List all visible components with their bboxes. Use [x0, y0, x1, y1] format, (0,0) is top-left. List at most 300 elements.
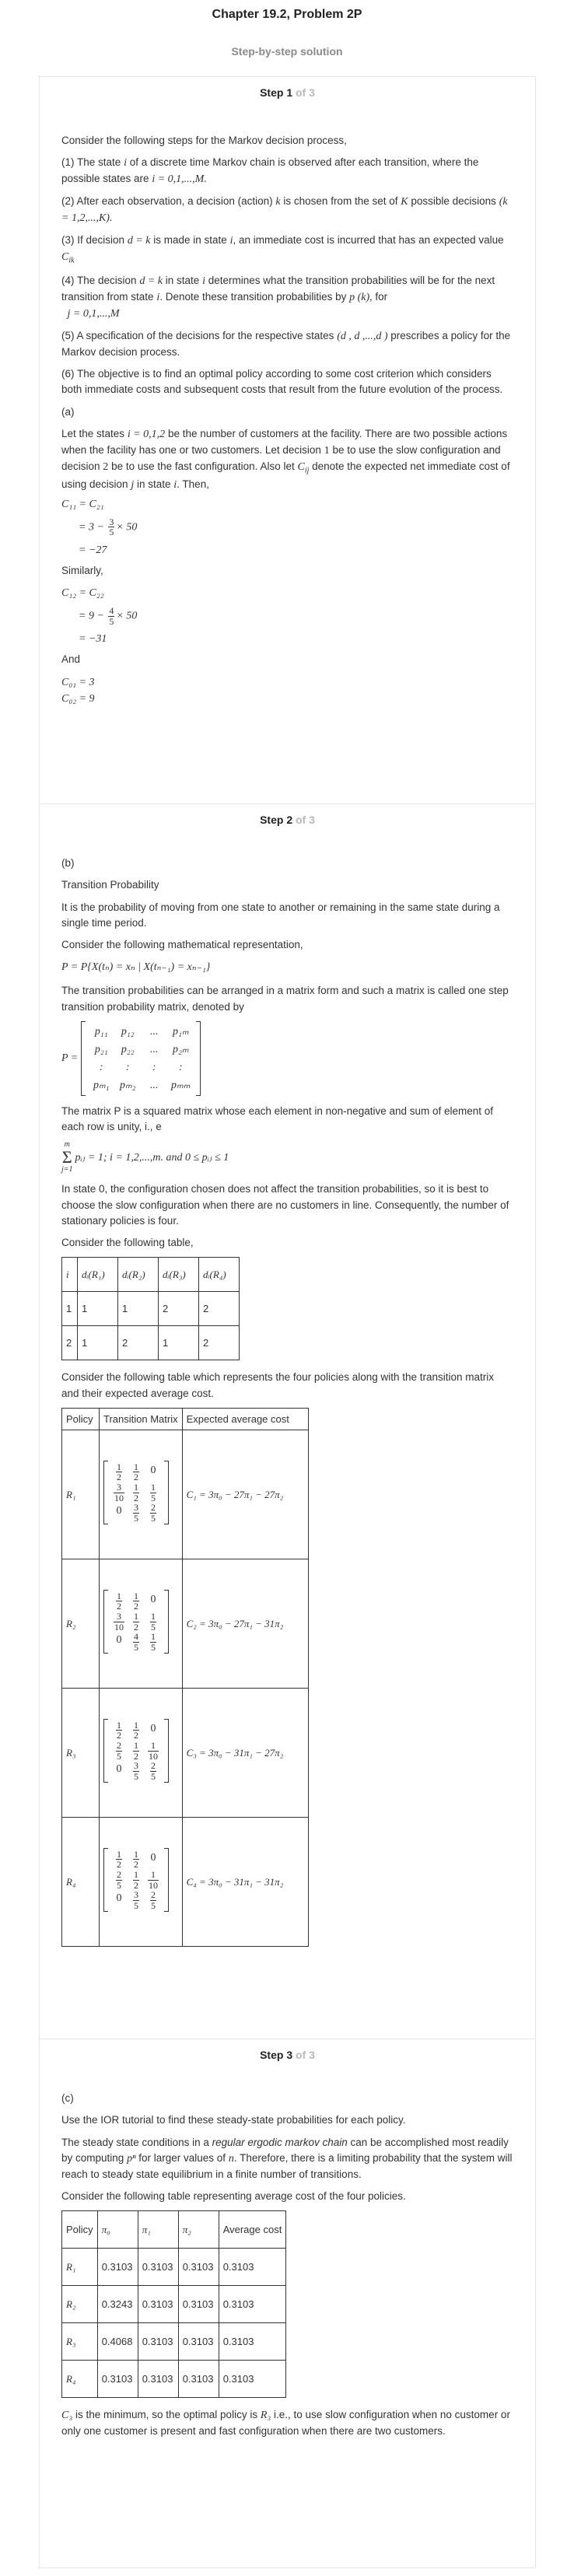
fraction	[133, 1482, 139, 1503]
numerator: 1	[151, 1481, 156, 1493]
fraction	[133, 1741, 139, 1761]
matrix-cell	[145, 1632, 162, 1652]
table-row	[62, 1292, 240, 1326]
numerator: 3	[114, 1482, 124, 1493]
denominator: 5	[151, 1621, 156, 1633]
matrix-entry: :	[99, 1061, 103, 1073]
table-cell: 1	[62, 1292, 78, 1326]
table-header-row	[62, 1408, 309, 1430]
matrix-cell	[110, 1591, 128, 1612]
matrix-row	[88, 1077, 194, 1094]
column-header: Policy	[62, 2211, 98, 2249]
column-header: dᵢ(R₄)	[199, 1258, 240, 1292]
matrix-entry: p₂₂	[121, 1043, 135, 1055]
matrix-cell	[128, 1741, 145, 1761]
matrix-cell	[145, 1890, 162, 1910]
matrix-cell	[110, 1632, 128, 1652]
matrix-row	[110, 1482, 162, 1503]
matrix-cell	[128, 1720, 145, 1741]
column-header: dᵢ(R₂)	[118, 1258, 159, 1292]
matrix-cell	[167, 1059, 194, 1076]
transition-matrix	[103, 1719, 169, 1783]
denominator: 5	[134, 1512, 138, 1524]
matrix-cell	[167, 1041, 194, 1058]
numerator: 4	[134, 1631, 138, 1643]
matrix-cell	[141, 1077, 167, 1094]
fraction	[116, 1870, 122, 1890]
table-cell: 1	[78, 1326, 118, 1360]
numerator: 1	[134, 1461, 138, 1472]
denominator: 5	[151, 1899, 156, 1911]
table-cell: 0.3103	[138, 2286, 178, 2323]
matrix-entry: ...	[150, 1043, 159, 1055]
matrix-value: 0	[116, 1505, 122, 1517]
numerator: 1	[134, 1848, 138, 1860]
step-3-title: Step 3 of 3	[260, 2049, 315, 2061]
matrix-cell	[167, 1024, 194, 1040]
matrix-row	[88, 1059, 194, 1076]
column-header: π₁	[138, 2211, 178, 2249]
eq-c11-calc: = 3 − $\frac{3}{5}$ × 50	[79, 516, 138, 538]
matrix-rows	[108, 1461, 164, 1525]
step-2-card	[39, 803, 536, 2039]
transition-matrix	[103, 1590, 169, 1654]
matrix-cell	[100, 1689, 183, 1818]
matrix-cell	[100, 1559, 183, 1689]
matrix-cell	[88, 1041, 114, 1058]
step1-item-5: (5) A specification of the decisions for the respective states (d , d ,...,d ) prescribes a policy for the Markov decision process.	[61, 329, 511, 358]
matrix-cell	[128, 1890, 145, 1910]
matrix-cell	[145, 1612, 162, 1632]
matrix-cell	[100, 1818, 183, 1947]
table-cell: 1	[159, 1326, 199, 1360]
numerator: 2	[151, 1502, 156, 1514]
matrix-rows	[86, 1021, 196, 1096]
matrix-cell	[110, 1741, 128, 1761]
fraction	[133, 1591, 139, 1612]
fraction	[133, 1890, 139, 1910]
page-header	[0, 0, 574, 59]
matrix-entry: :	[125, 1061, 130, 1073]
cost-cell: C₂ = 3π₀ − 27π₁ − 31π₂	[182, 1559, 308, 1689]
step1-item-2: (2) After each observation, a decision (action) k is chosen from the set of K possible decisions (k = 1,2,...,K).	[61, 195, 508, 225]
eq-c02: C₀₂ = 9	[61, 692, 95, 705]
denominator: 10	[114, 1621, 124, 1633]
table-cell: R₄	[62, 2361, 98, 2398]
table-row	[62, 2249, 286, 2286]
fraction	[114, 1612, 124, 1632]
matrix-row	[110, 1720, 162, 1741]
matrix-entry: pₘ₁	[93, 1079, 110, 1091]
conclusion-text: C₃ is the minimum, so the optimal policy is R₃ i.e., to use slow configuration when no customer or only one customer is present and fast configuration when there are two customers.	[61, 2409, 510, 2438]
table-header-row	[62, 2211, 286, 2249]
matrix-cell	[110, 1870, 128, 1890]
fraction	[150, 1890, 156, 1910]
denominator: 10	[114, 1492, 124, 1503]
decision-table	[61, 1257, 240, 1360]
eq-c12-result: = −31	[79, 633, 107, 646]
column-header: dᵢ(R₃)	[159, 1258, 199, 1292]
table-cell: 2	[199, 1292, 240, 1326]
cost-cell: C₁ = 3π₀ − 27π₁ − 27π₂	[182, 1430, 308, 1559]
matrix-value: 0	[150, 1464, 156, 1476]
and-label: And	[61, 653, 81, 666]
fraction	[148, 1741, 159, 1761]
numerator: 2	[151, 1760, 156, 1772]
matrix-value: 0	[150, 1722, 156, 1734]
matrix-entry: ...	[150, 1079, 159, 1091]
table-cell: 0.3243	[97, 2286, 138, 2323]
column-header: Expected average cost	[182, 1408, 308, 1430]
matrix-value: 0	[150, 1851, 156, 1864]
matrix-cell	[114, 1024, 141, 1040]
matrix-entry: p₁₂	[121, 1025, 135, 1038]
fraction	[150, 1632, 156, 1652]
eq-c12-calc: = 9 − $\frac{4}{5}$ × 50	[79, 605, 138, 627]
table-cell: R₁	[62, 2249, 98, 2286]
matrix-row	[110, 1503, 162, 1523]
part-a-text: Let the states i = 0,1,2 be the number of customers at the facility. There are two possible actions when the facility has one or two customers. Let decision 1 be to use the slow configuration and decision 2 be to use the fast configuration. Also let $C_{ij}$ denote the expected net immediate cost of using decision j in state i. Then,	[61, 427, 510, 491]
denominator: 2	[134, 1730, 138, 1741]
matrix-cell	[88, 1024, 114, 1040]
matrix-cell	[145, 1591, 162, 1612]
matrix-cell	[128, 1591, 145, 1612]
matrix-entry: pₘ₂	[119, 1079, 136, 1091]
matrix-row	[110, 1632, 162, 1652]
matrix-cell	[141, 1024, 167, 1040]
matrix-cell	[145, 1741, 162, 1761]
denominator: 5	[134, 1641, 138, 1653]
right-bracket	[164, 1461, 169, 1525]
table-cell: 0.3103	[219, 2249, 286, 2286]
denominator: 5	[151, 1770, 156, 1782]
fraction	[133, 1850, 139, 1870]
tp-definition: It is the probability of moving from one state to another or remaining in the same state during a single time period.	[61, 901, 500, 929]
column-header: π₀	[97, 2211, 138, 2249]
table-cell: 0.3103	[97, 2249, 138, 2286]
matrix-cell	[145, 1462, 162, 1482]
column-header: π₂	[178, 2211, 219, 2249]
table-cell: 1	[78, 1292, 118, 1326]
matrix-entry: p₂ₘ	[172, 1043, 189, 1055]
rep-intro: Consider the following mathematical representation,	[61, 939, 303, 950]
denominator: 10	[149, 1879, 158, 1891]
numerator: 2	[117, 1739, 121, 1751]
numerator: 1	[134, 1719, 138, 1731]
denominator: 2	[117, 1472, 121, 1483]
column-header: i	[62, 1258, 78, 1292]
part-a-label: (a)	[61, 405, 75, 418]
matrix-entry: :	[152, 1061, 156, 1073]
matrix-row	[88, 1041, 194, 1058]
fraction	[133, 1612, 139, 1632]
table-cell: 0.3103	[178, 2323, 219, 2361]
numerator: 1	[151, 1631, 156, 1643]
matrix-rows	[108, 1719, 164, 1783]
denominator: 2	[117, 1859, 121, 1871]
step1-intro: Consider the following steps for the Markov decision process,	[61, 135, 347, 146]
matrix-entry: :	[178, 1061, 183, 1073]
right-bracket	[164, 1848, 169, 1913]
table-cell: 0.3103	[178, 2286, 219, 2323]
eq-c11-result: = −27	[79, 544, 107, 556]
state-zero-text: In state 0, the configuration chosen does not affect the transition probabilities, so it is best to choose the slow configuration when there are no customers in line. Consequently, the number of stationary policies is four.	[61, 1183, 509, 1227]
matrix-value: 0	[116, 1763, 122, 1776]
page-subtitle: Step-by-step solution	[231, 45, 343, 58]
tp-heading: Transition Probability	[61, 879, 159, 891]
column-header: Policy	[62, 1408, 100, 1430]
fraction	[116, 1591, 122, 1612]
fraction	[116, 1741, 122, 1761]
numerator: 3	[134, 1760, 138, 1772]
column-header: Average cost	[219, 2211, 286, 2249]
decision-table-intro: Consider the following table,	[61, 1237, 194, 1248]
matrix-cell	[128, 1870, 145, 1890]
fraction	[133, 1870, 139, 1890]
matrix-cell	[128, 1850, 145, 1870]
policy-cell: R₃	[62, 1689, 100, 1818]
denominator: 10	[149, 1750, 158, 1762]
matrix-cell	[110, 1612, 128, 1632]
step-2-title: Step 2 of 3	[260, 814, 315, 826]
matrix-cell	[88, 1059, 114, 1076]
eq-c11: C₁₁ = C₂₁	[61, 498, 104, 510]
denominator: 2	[134, 1859, 138, 1871]
denominator: 2	[117, 1601, 121, 1612]
matrix-entry: pₘₘ	[171, 1079, 191, 1091]
matrix-description: The matrix P is a squared matrix whose each element in non-negative and sum of element of each row is unity, i., e	[61, 1104, 494, 1132]
step1-item-3: (3) If decision d = k is made in state i, an immediate cost is incurred that has an expected value $C_{ik}$	[61, 234, 504, 265]
table-cell: 0.3103	[138, 2323, 178, 2361]
table-cell: 0.3103	[138, 2361, 178, 2398]
matrix-cell	[128, 1632, 145, 1652]
fraction	[133, 1632, 139, 1652]
matrix-cell	[88, 1077, 114, 1094]
matrix-value: 0	[150, 1593, 156, 1605]
policy-cell: R₂	[62, 1559, 100, 1689]
column-header: dᵢ(R₁)	[78, 1258, 118, 1292]
matrix-value: 0	[116, 1892, 122, 1905]
matrix-cell	[145, 1482, 162, 1503]
matrix-intro: The transition probabilities can be arranged in a matrix form and such a matrix is called one step transition probability matrix, denoted by	[61, 985, 509, 1013]
numerator: 2	[151, 1889, 156, 1901]
fraction	[116, 1462, 122, 1482]
table-cell: 2	[199, 1326, 240, 1360]
denominator: 5	[117, 1879, 121, 1891]
matrix-cell	[110, 1503, 128, 1523]
table-cell: 0.3103	[219, 2286, 286, 2323]
part-c-label: (c)	[61, 2092, 74, 2104]
table-cell: 0.3103	[178, 2361, 219, 2398]
page-title: Chapter 19.2, Problem 2P	[212, 8, 362, 21]
table-cell: 1	[118, 1292, 159, 1326]
fraction	[114, 1482, 124, 1503]
similarly-label: Similarly,	[61, 564, 103, 576]
numerator: 1	[117, 1461, 121, 1472]
numerator: 1	[117, 1590, 121, 1601]
table-cell: 2	[62, 1326, 78, 1360]
step-1-card	[39, 76, 536, 803]
fraction	[133, 1761, 139, 1781]
matrix-row	[110, 1741, 162, 1761]
table-cell: R₂	[62, 2286, 98, 2323]
numerator: 1	[148, 1741, 159, 1752]
matrix-cell	[128, 1462, 145, 1482]
fraction	[133, 1462, 139, 1482]
matrix-row	[110, 1462, 162, 1482]
p-matrix-body	[81, 1021, 201, 1096]
matrix-cell	[141, 1059, 167, 1076]
fraction	[133, 1503, 139, 1523]
table-cell: 2	[159, 1292, 199, 1326]
matrix-entry: p₁₁	[94, 1025, 108, 1038]
numerator: 3	[134, 1889, 138, 1901]
matrix-cell	[145, 1761, 162, 1781]
steady-state-text: The steady state conditions in a regular ergodic markov chain can be accomplished most readily by computing pⁿ for larger values of n. Therefore, there is a limiting probability that the system will reach to steady state equilibrium in a finite number of transitions.	[61, 2136, 513, 2180]
numerator: 3	[114, 1612, 124, 1622]
transition-matrix	[103, 1461, 169, 1525]
matrix-row	[110, 1850, 162, 1870]
matrix-cell	[110, 1462, 128, 1482]
matrix-cell	[141, 1041, 167, 1058]
cost-cell: C₄ = 3π₀ − 31π₁ − 31π₂	[182, 1818, 308, 1947]
table-row	[62, 1818, 309, 1947]
table-cell: 0.3103	[97, 2361, 138, 2398]
numerator: 1	[117, 1719, 121, 1731]
denominator: 5	[117, 1750, 121, 1762]
step1-item-1: (1) The state i of a discrete time Markov chain is observed after each transition, where the possible states are i = 0,1,...,M.	[61, 156, 479, 186]
matrix-cell	[145, 1720, 162, 1741]
numerator: 3	[134, 1502, 138, 1514]
step1-item-6: (6) The objective is to find an optimal policy according to some cost criterion which considers both immediate costs and subsequent costs that result from the future evolution of the process.	[61, 368, 503, 396]
right-bracket	[164, 1719, 169, 1783]
ior-text: Use the IOR tutorial to find these steady-state probabilities for each policy.	[61, 2114, 406, 2126]
fraction	[116, 1720, 122, 1741]
matrix-value: 0	[116, 1634, 122, 1647]
numerator: 1	[134, 1868, 138, 1880]
transition-matrix	[103, 1848, 169, 1913]
denominator: 2	[134, 1492, 138, 1503]
denominator: 2	[134, 1472, 138, 1483]
right-bracket	[164, 1590, 169, 1654]
table-row	[62, 1326, 240, 1360]
matrix-cell	[128, 1482, 145, 1503]
matrix-cell	[167, 1077, 194, 1094]
fraction	[148, 1870, 159, 1890]
denominator: 5	[134, 1899, 138, 1911]
denominator: 5	[151, 1512, 156, 1524]
matrix-row	[110, 1591, 162, 1612]
matrix-cell	[110, 1761, 128, 1781]
numerator: 1	[148, 1870, 159, 1881]
matrix-row	[110, 1612, 162, 1632]
matrix-row	[110, 1890, 162, 1910]
matrix-row	[88, 1024, 194, 1040]
denominator: 2	[134, 1601, 138, 1612]
fraction	[116, 1850, 122, 1870]
cost-table-intro: Consider the following table representing average cost of the four policies.	[61, 2190, 406, 2202]
matrix-cell	[110, 1720, 128, 1741]
cost-table	[61, 2210, 286, 2398]
numerator: 1	[134, 1739, 138, 1751]
p-matrix: P = p₁₁ p₁₂ ... p₁ₘ p₂₁ p₂₂ ... p₂ₘ : : : : pₘ₁ pₘ₂ ... pₘₘ	[61, 1021, 514, 1096]
transition-prob-eq: P = P{X(tₙ) = xₙ | X(tₙ₋₁) = xₙ₋₁}	[61, 961, 211, 974]
right-bracket	[196, 1021, 201, 1096]
matrix-cell	[100, 1430, 183, 1559]
denominator: 2	[134, 1621, 138, 1633]
table-row	[62, 2361, 286, 2398]
fraction	[150, 1482, 156, 1503]
matrix-cell	[128, 1761, 145, 1781]
matrix-rows	[108, 1848, 164, 1913]
matrix-cell	[145, 1870, 162, 1890]
numerator: 1	[117, 1848, 121, 1860]
matrix-row	[110, 1761, 162, 1781]
policy-table	[61, 1408, 309, 1948]
table-row	[62, 1430, 309, 1559]
row-sum-eq: m Σ j=1 pᵢⱼ = 1; i = 1,2,...,m. and 0 ≤ pᵢⱼ ≤ 1	[61, 1140, 229, 1174]
table-cell: 2	[118, 1326, 159, 1360]
policy-table-intro: Consider the following table which represents the four policies along with the transition matrix and their expected average cost.	[61, 1371, 495, 1399]
table-row	[62, 1689, 309, 1818]
step-1-title: Step 1 of 3	[260, 86, 315, 99]
table-row	[62, 2286, 286, 2323]
denominator: 5	[151, 1641, 156, 1653]
table-row	[62, 2323, 286, 2361]
table-cell: 0.3103	[178, 2249, 219, 2286]
numerator: 1	[134, 1481, 138, 1493]
matrix-cell	[128, 1612, 145, 1632]
table-cell: 0.3103	[219, 2361, 286, 2398]
step1-item-4: (4) The decision d = k in state i determines what the transition probabilities will be for the next transition from state i. Denote these transition probabilities by p (k), for j = 0,1,...,M	[61, 274, 495, 320]
denominator: 5	[151, 1492, 156, 1503]
matrix-cell	[128, 1503, 145, 1523]
denominator: 5	[134, 1770, 138, 1782]
fraction	[133, 1720, 139, 1741]
matrix-cell	[145, 1850, 162, 1870]
step-3-card	[39, 2039, 536, 2568]
cost-cell: C₃ = 3π₀ − 31π₁ − 27π₂	[182, 1689, 308, 1818]
eq-c01: C₀₁ = 3	[61, 676, 95, 688]
numerator: 1	[134, 1590, 138, 1601]
matrix-row	[110, 1870, 162, 1890]
fraction	[150, 1612, 156, 1632]
part-b-label: (b)	[61, 857, 75, 869]
matrix-cell	[110, 1850, 128, 1870]
matrix-cell	[114, 1041, 141, 1058]
table-cell: 0.3103	[219, 2323, 286, 2361]
denominator: 2	[117, 1730, 121, 1741]
matrix-cell	[145, 1503, 162, 1523]
matrix-entry: p₂₁	[94, 1043, 108, 1055]
numerator: 1	[151, 1610, 156, 1622]
eq-c12: C₁₂ = C₂₂	[61, 587, 104, 600]
denominator: 2	[134, 1750, 138, 1762]
fraction	[150, 1503, 156, 1523]
matrix-entry: ...	[150, 1025, 159, 1038]
table-header-row	[62, 1258, 240, 1292]
fraction	[150, 1761, 156, 1781]
numerator: 1	[134, 1610, 138, 1622]
column-header: Transition Matrix	[100, 1408, 183, 1430]
table-cell: R₃	[62, 2323, 98, 2361]
denominator: 2	[134, 1879, 138, 1891]
matrix-entry: p₁ₘ	[172, 1025, 189, 1038]
policy-cell: R₄	[62, 1818, 100, 1947]
matrix-cell	[110, 1890, 128, 1910]
table-cell: 0.4068	[97, 2323, 138, 2361]
matrix-cell	[114, 1077, 141, 1094]
